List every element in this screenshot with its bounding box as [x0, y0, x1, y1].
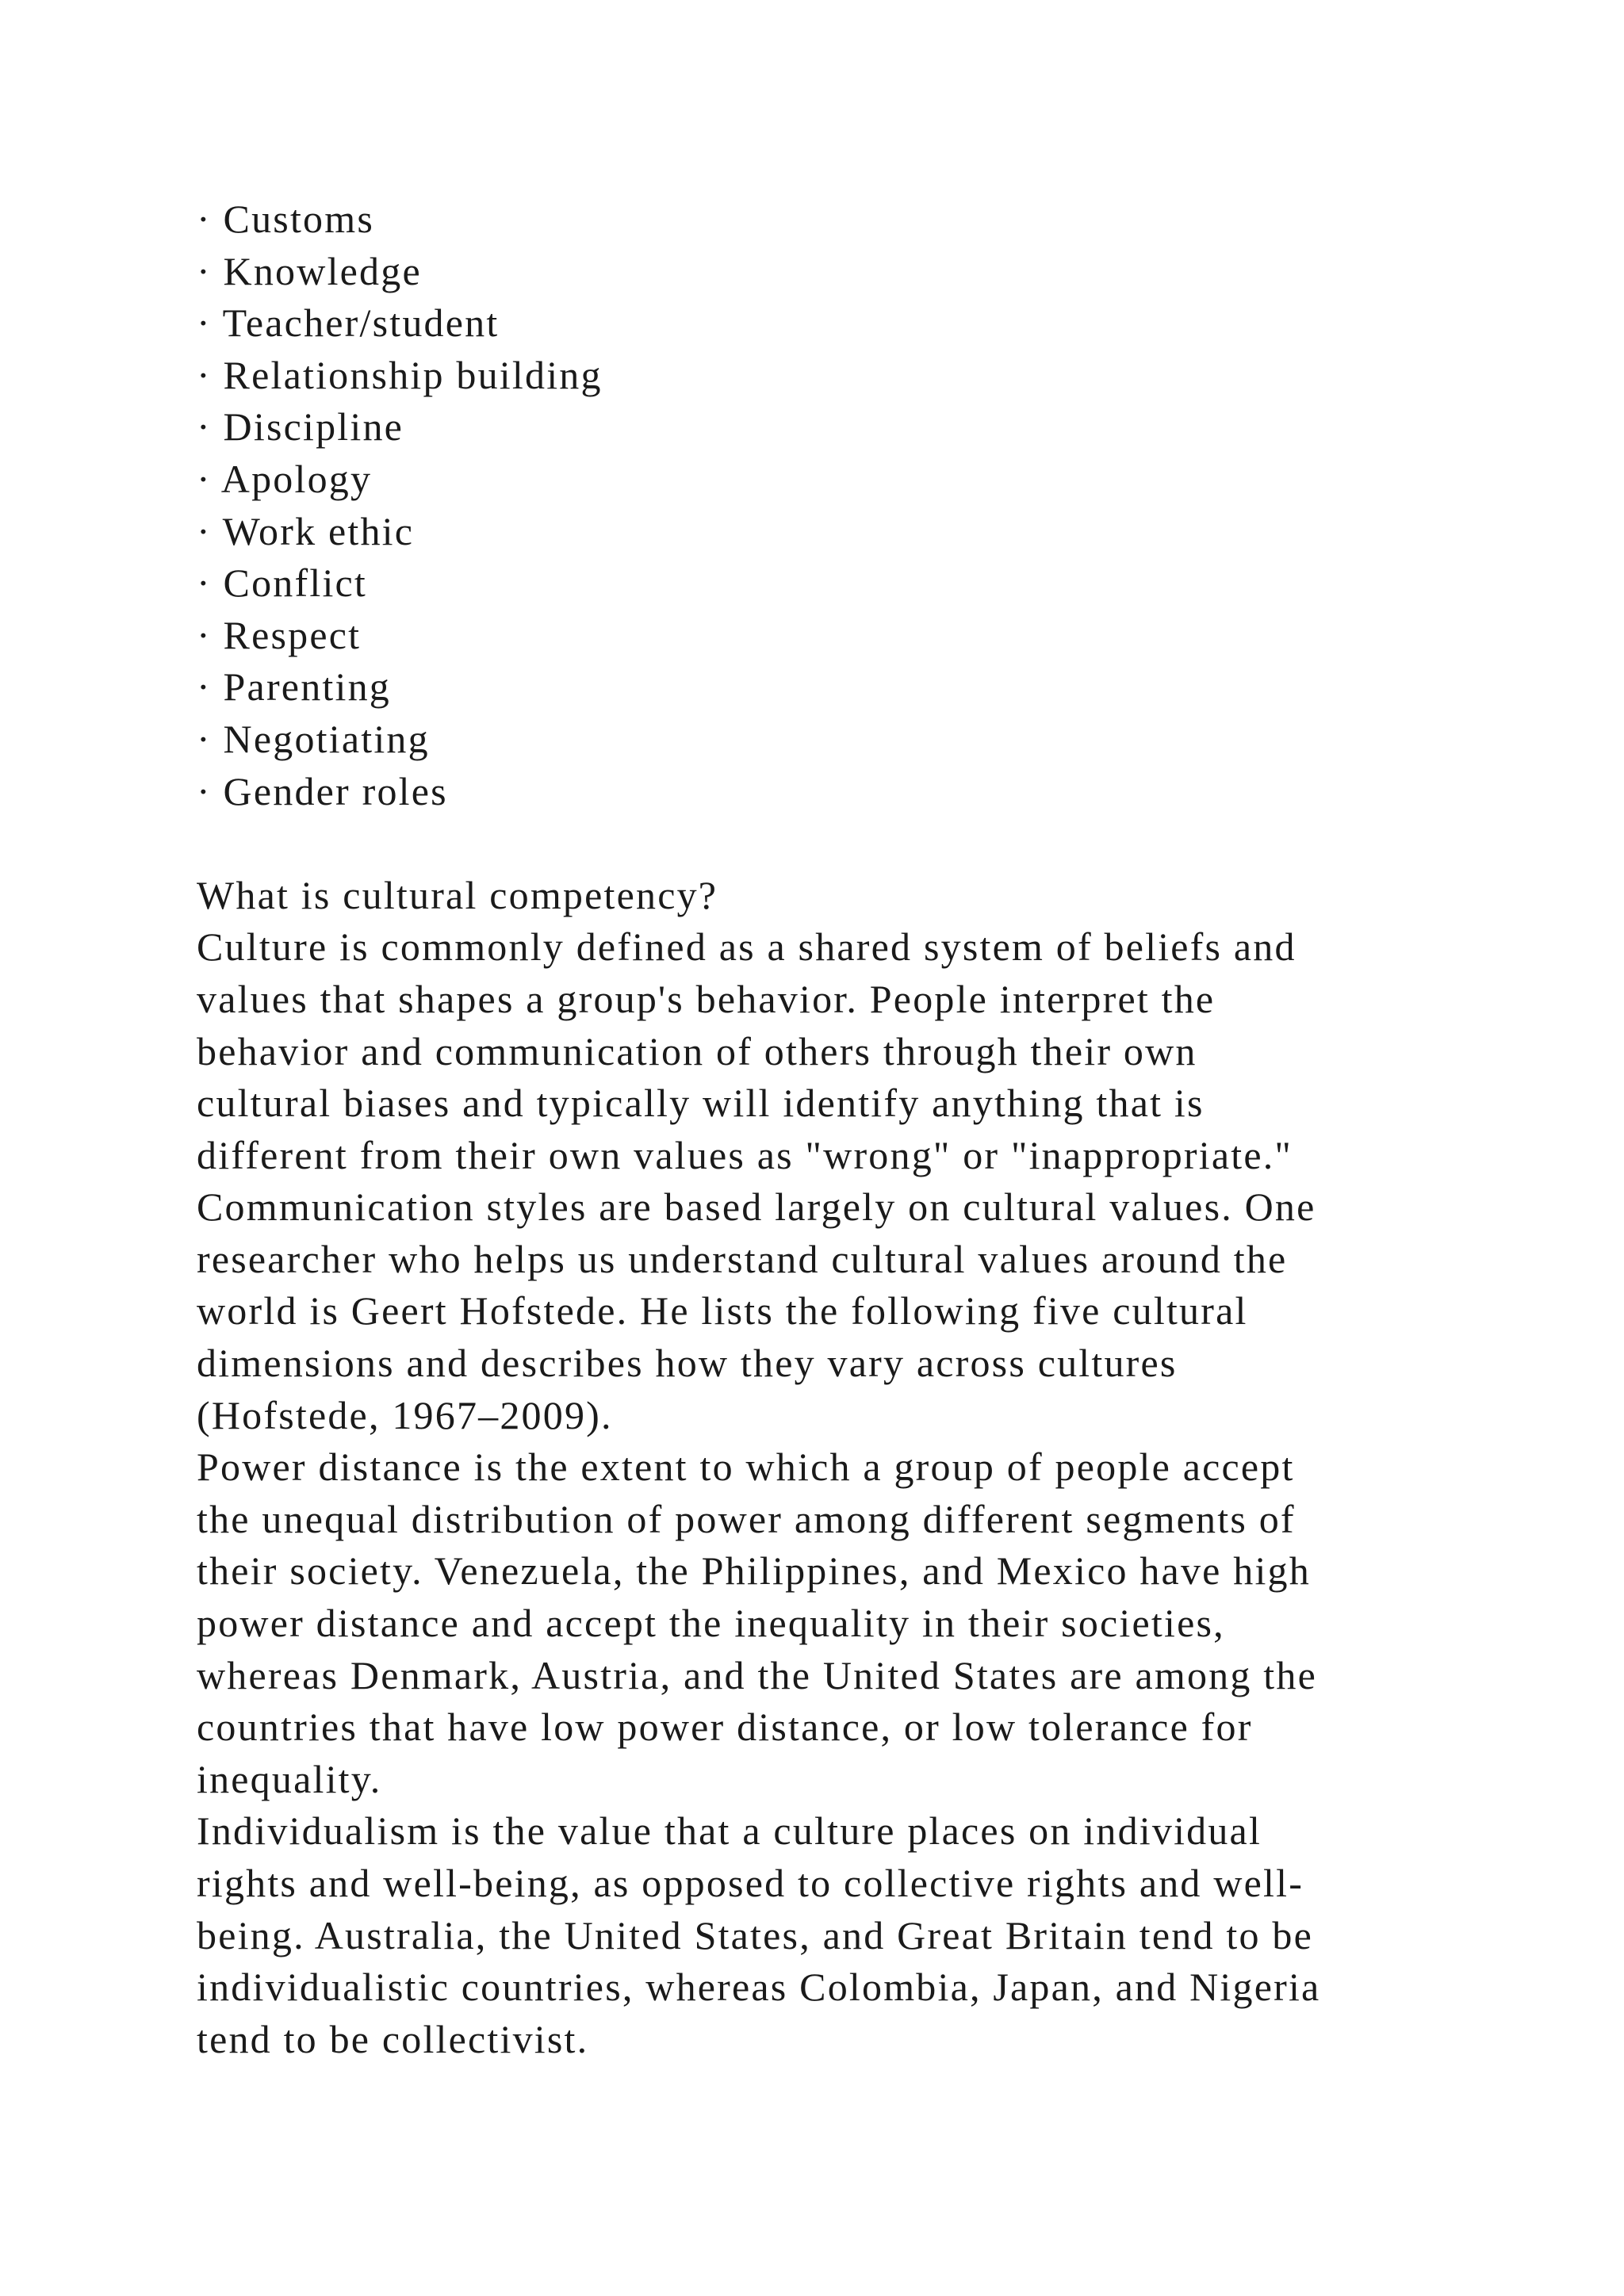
- text-line: Individualism is the value that a culture places on individual: [197, 1808, 1262, 1854]
- text-line: Power distance is the extent to which a group of people accept: [197, 1445, 1295, 1490]
- text-line: different from their own values as "wrong" or "inappropriate.": [197, 1132, 1293, 1177]
- text-line: being. Australia, the United States, and Great Britain tend to be: [197, 1912, 1313, 1957]
- text-line: rights and well-being, as opposed to collective rights and well-: [197, 1861, 1304, 1905]
- text-line: cultural biases and typically will identify anything that is: [197, 1081, 1205, 1126]
- text-line: dimensions and describes how they vary across cultures: [197, 1341, 1178, 1386]
- text-line: researcher who helps us understand cultural values around the: [197, 1236, 1288, 1281]
- bullet-item: · Parenting: [197, 664, 391, 710]
- bullet-list: [197, 193, 1434, 817]
- section-heading: What is cultural competency?: [197, 872, 718, 917]
- bullet-item: · Relationship building: [197, 352, 603, 397]
- bullet-item: · Negotiating: [197, 716, 430, 761]
- text-line: power distance and accept the inequality in their societies,: [197, 1601, 1225, 1646]
- text-line: world is Geert Hofstede. He lists the following five cultural: [197, 1288, 1248, 1334]
- bullet-item: · Teacher/student: [197, 300, 500, 346]
- text-line: whereas Denmark, Austria, and the United States are among the: [197, 1652, 1317, 1697]
- bullet-item: · Discipline: [197, 404, 404, 450]
- text-line: Communication styles are based largely on cultural values. One: [197, 1184, 1316, 1230]
- text-line: countries that have low power distance, or low tolerance for: [197, 1705, 1253, 1750]
- text-line: inequality.: [197, 1756, 382, 1801]
- bullet-item: · Respect: [197, 612, 362, 657]
- text-line: Culture is commonly defined as a shared system of beliefs and: [197, 924, 1297, 970]
- text-line: their society. Venezuela, the Philippines, and Mexico have high: [197, 1548, 1311, 1594]
- bullet-item: · Knowledge: [197, 248, 422, 293]
- paragraph-individualism: [197, 1805, 1434, 2065]
- document-body: [197, 193, 1434, 2065]
- text-line: individualistic countries, whereas Colombia, Japan, and Nigeria: [197, 1965, 1321, 2010]
- paragraph-power-distance: [197, 1441, 1434, 1805]
- bullet-item: · Conflict: [197, 561, 368, 606]
- text-line: (Hofstede, 1967–2009).: [197, 1392, 613, 1437]
- text-line: the unequal distribution of power among different segments of: [197, 1496, 1296, 1541]
- text-line: tend to be collectivist.: [197, 2016, 589, 2061]
- bullet-item: · Apology: [197, 456, 373, 501]
- text-line: values that shapes a group's behavior. People interpret the: [197, 976, 1216, 1021]
- bullet-item: · Work ethic: [197, 508, 415, 553]
- bullet-item: · Gender roles: [197, 768, 448, 813]
- text-line: behavior and communication of others through their own: [197, 1028, 1197, 1073]
- bullet-item: · Customs: [197, 197, 374, 241]
- paragraph-culture-definition: [197, 921, 1434, 1441]
- blank-line: [197, 817, 1434, 870]
